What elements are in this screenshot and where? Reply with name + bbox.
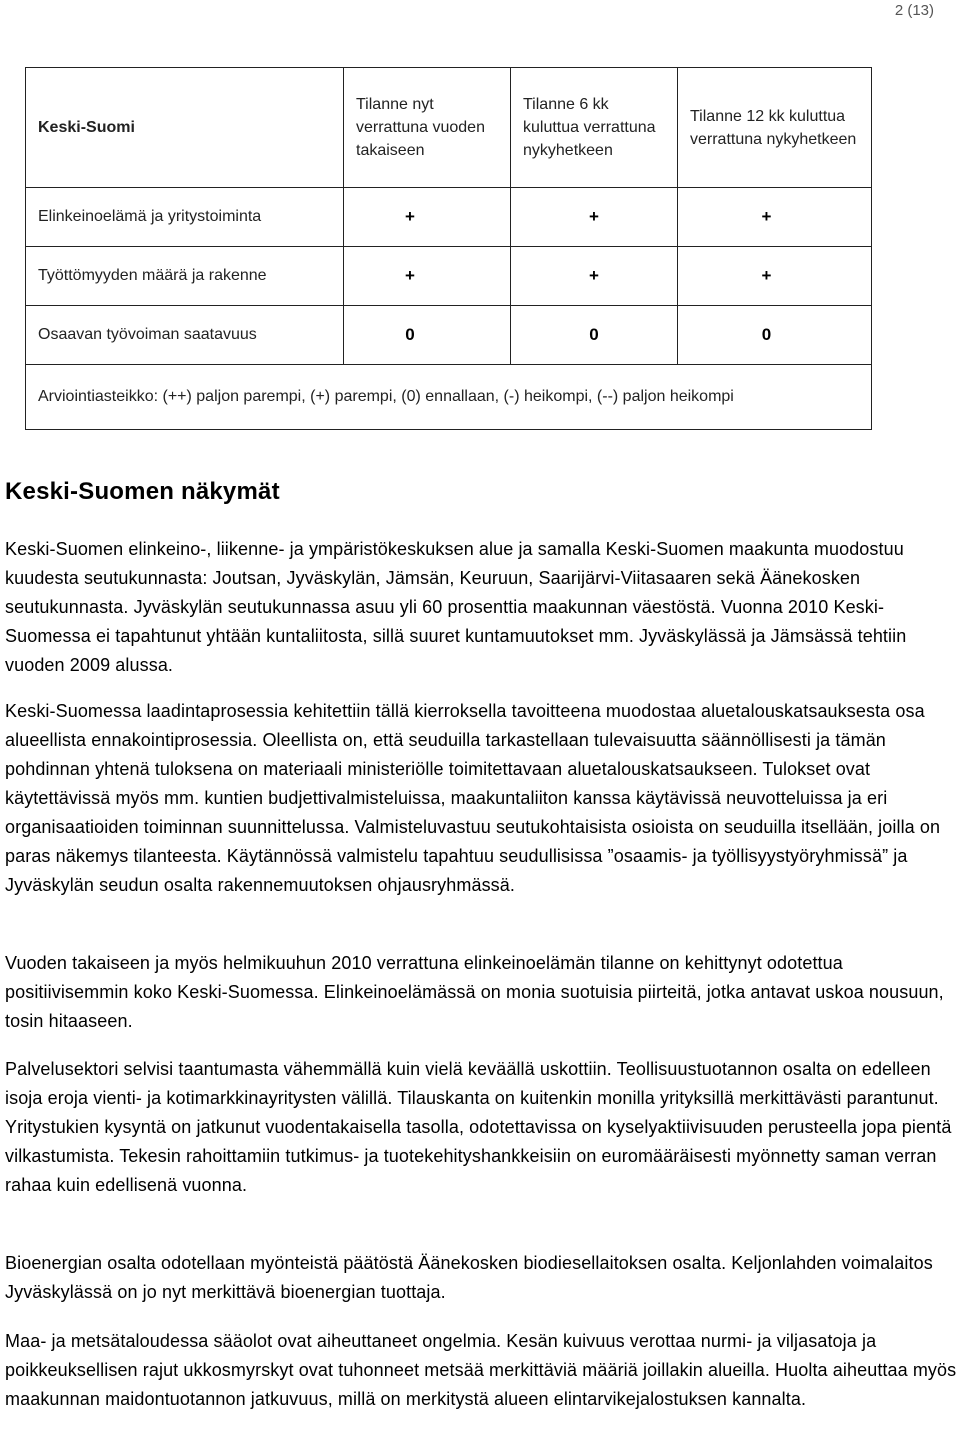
paragraph-block — [5, 1327, 960, 1414]
paragraph: Maa- ja metsätaloudessa sääolot ovat aiheuttaneet ongelmia. Kesän kuivuus verottaa nurmi- ja viljasatoja ja poikkeuksellisen rajut ukkosmyrskyt ovat tuhonneet metsää merkittäviä määriä joillakin alueilla. Huolta aiheuttaa myös maakunnan maidontuotannon jatkuvuus, millä on merkitystä alueen elintarvikejalostuksen kannalta. — [5, 1331, 957, 1409]
page-number: 2 (13) — [894, 2, 934, 19]
paragraph: Keski-Suomessa laadintaprosessia kehitettiin tällä kierroksella tavoitteena muodostaa aluetalouskatsauksesta osa alueellista ennakointiprosessia. Oleellista on, että seuduilla tarkastellaan tulevaisuutta säännöllisesti ja tämän pohdinnan yhtenä tuloksena on materiaali ministeriölle toimitettavaan aluetalouskatsaukseen. Tulokset ovat käytettävissä myös mm. kuntien budjettivalmisteluissa, maakuntaliiton kanssa käytävissä neuvotteluissa ja eri organisaatioiden toiminnan suunnittelussa. Valmisteluvastuu seutukohtaisista osioista on seuduilla itsellään, joilla on paras näkemys tilanteesta. Käytännössä valmistelu tapahtuu seudullisissa ”osaamis- ja työllisyystyöryhmissä” ja Jyväskylän seudun osalta rakennemuutoksen ohjausryhmässä. — [5, 701, 941, 895]
rating-scale-legend-row — [26, 365, 872, 430]
paragraph-block — [5, 535, 960, 680]
paragraph: Bioenergian osalta odotellaan myönteistä päätöstä Äänekosken biodiesellaitoksen osalta. Keljonlahden voimalaitos Jyväskylässä on jo nyt merkittävä bioenergian tuottaja. — [5, 1253, 933, 1302]
rating-cell: + — [344, 188, 511, 247]
row-label: Elinkeinoelämä ja yritystoiminta — [26, 188, 344, 247]
rating-scale-legend: Arviointiasteikko: (++) paljon parempi, (+) parempi, (0) ennallaan, (-) heikompi, (--) paljon heikompi — [26, 365, 872, 430]
rating-cell: + — [344, 247, 511, 306]
paragraph-block — [5, 1055, 960, 1200]
rating-cell: 0 — [678, 306, 872, 365]
column-header-now: Tilanne nyt verrattuna vuoden takaiseen — [344, 68, 511, 188]
table-row — [26, 306, 872, 365]
rating-cell: 0 — [511, 306, 678, 365]
rating-cell: 0 — [344, 306, 511, 365]
rating-cell: + — [678, 188, 872, 247]
table-row — [26, 247, 872, 306]
rating-cell: + — [511, 247, 678, 306]
paragraph-block — [5, 949, 960, 1036]
row-label: Työttömyyden määrä ja rakenne — [26, 247, 344, 306]
row-label: Osaavan työvoiman saatavuus — [26, 306, 344, 365]
section-title: Keski-Suomen näkymät — [5, 478, 280, 505]
rating-cell: + — [511, 188, 678, 247]
column-header-12-months: Tilanne 12 kk kuluttua verrattuna nykyhetkeen — [678, 68, 872, 188]
paragraph: Palvelusektori selvisi taantumasta vähemmällä kuin vielä keväällä uskottiin. Teollisuustuotannon osalta on edelleen isoja eroja vienti- ja kotimarkkinayritysten välillä. Tilauskanta on kuitenkin monilla yrityksillä merkittävästi parantunut. Yritystukien kysyntä on jatkunut vuodentakaisella tasolla, odotettavissa on kyselyaktiivisuuden perusteella jopa pientä vilkastumista. Tekesin rahoittamiin tutkimus- ja tuotekehityshankkeisiin on euromääräisesti myönnetty saman verran rahaa kuin edellisenä vuonna. — [5, 1059, 952, 1195]
table-header-row — [26, 68, 872, 188]
table-row — [26, 188, 872, 247]
regional-assessment-table — [25, 67, 872, 430]
paragraph: Keski-Suomen elinkeino-, liikenne- ja ympäristökeskuksen alue ja samalla Keski-Suomen maakunta muodostuu kuudesta seutukunnasta: Joutsan, Jyväskylän, Jämsän, Keuruun, Saarijärvi-Viitasaaren sekä Äänekosken seutukunnasta. Jyväskylän seutukunnassa asuu yli 60 prosenttia maakunnan väestöstä. Vuonna 2010 Keski-Suomessa ei tapahtunut yhtään kuntaliitosta, sillä suuret kuntamuutokset mm. Jyväskylässä ja Jämsässä tehtiin vuoden 2009 alussa. — [5, 539, 907, 675]
column-header-6-months: Tilanne 6 kk kuluttua verrattuna nykyhetkeen — [511, 68, 678, 188]
rating-cell: + — [678, 247, 872, 306]
paragraph-block — [5, 1249, 960, 1307]
region-name: Keski-Suomi — [26, 68, 344, 188]
paragraph: Vuoden takaiseen ja myös helmikuuhun 2010 verrattuna elinkeinoelämän tilanne on kehittynyt odotettua positiivisemmin koko Keski-Suomessa. Elinkeinoelämässä on monia suotuisia piirteitä, jotka antavat uskoa nousuun, tosin hitaaseen. — [5, 953, 944, 1031]
paragraph-block — [5, 697, 960, 900]
